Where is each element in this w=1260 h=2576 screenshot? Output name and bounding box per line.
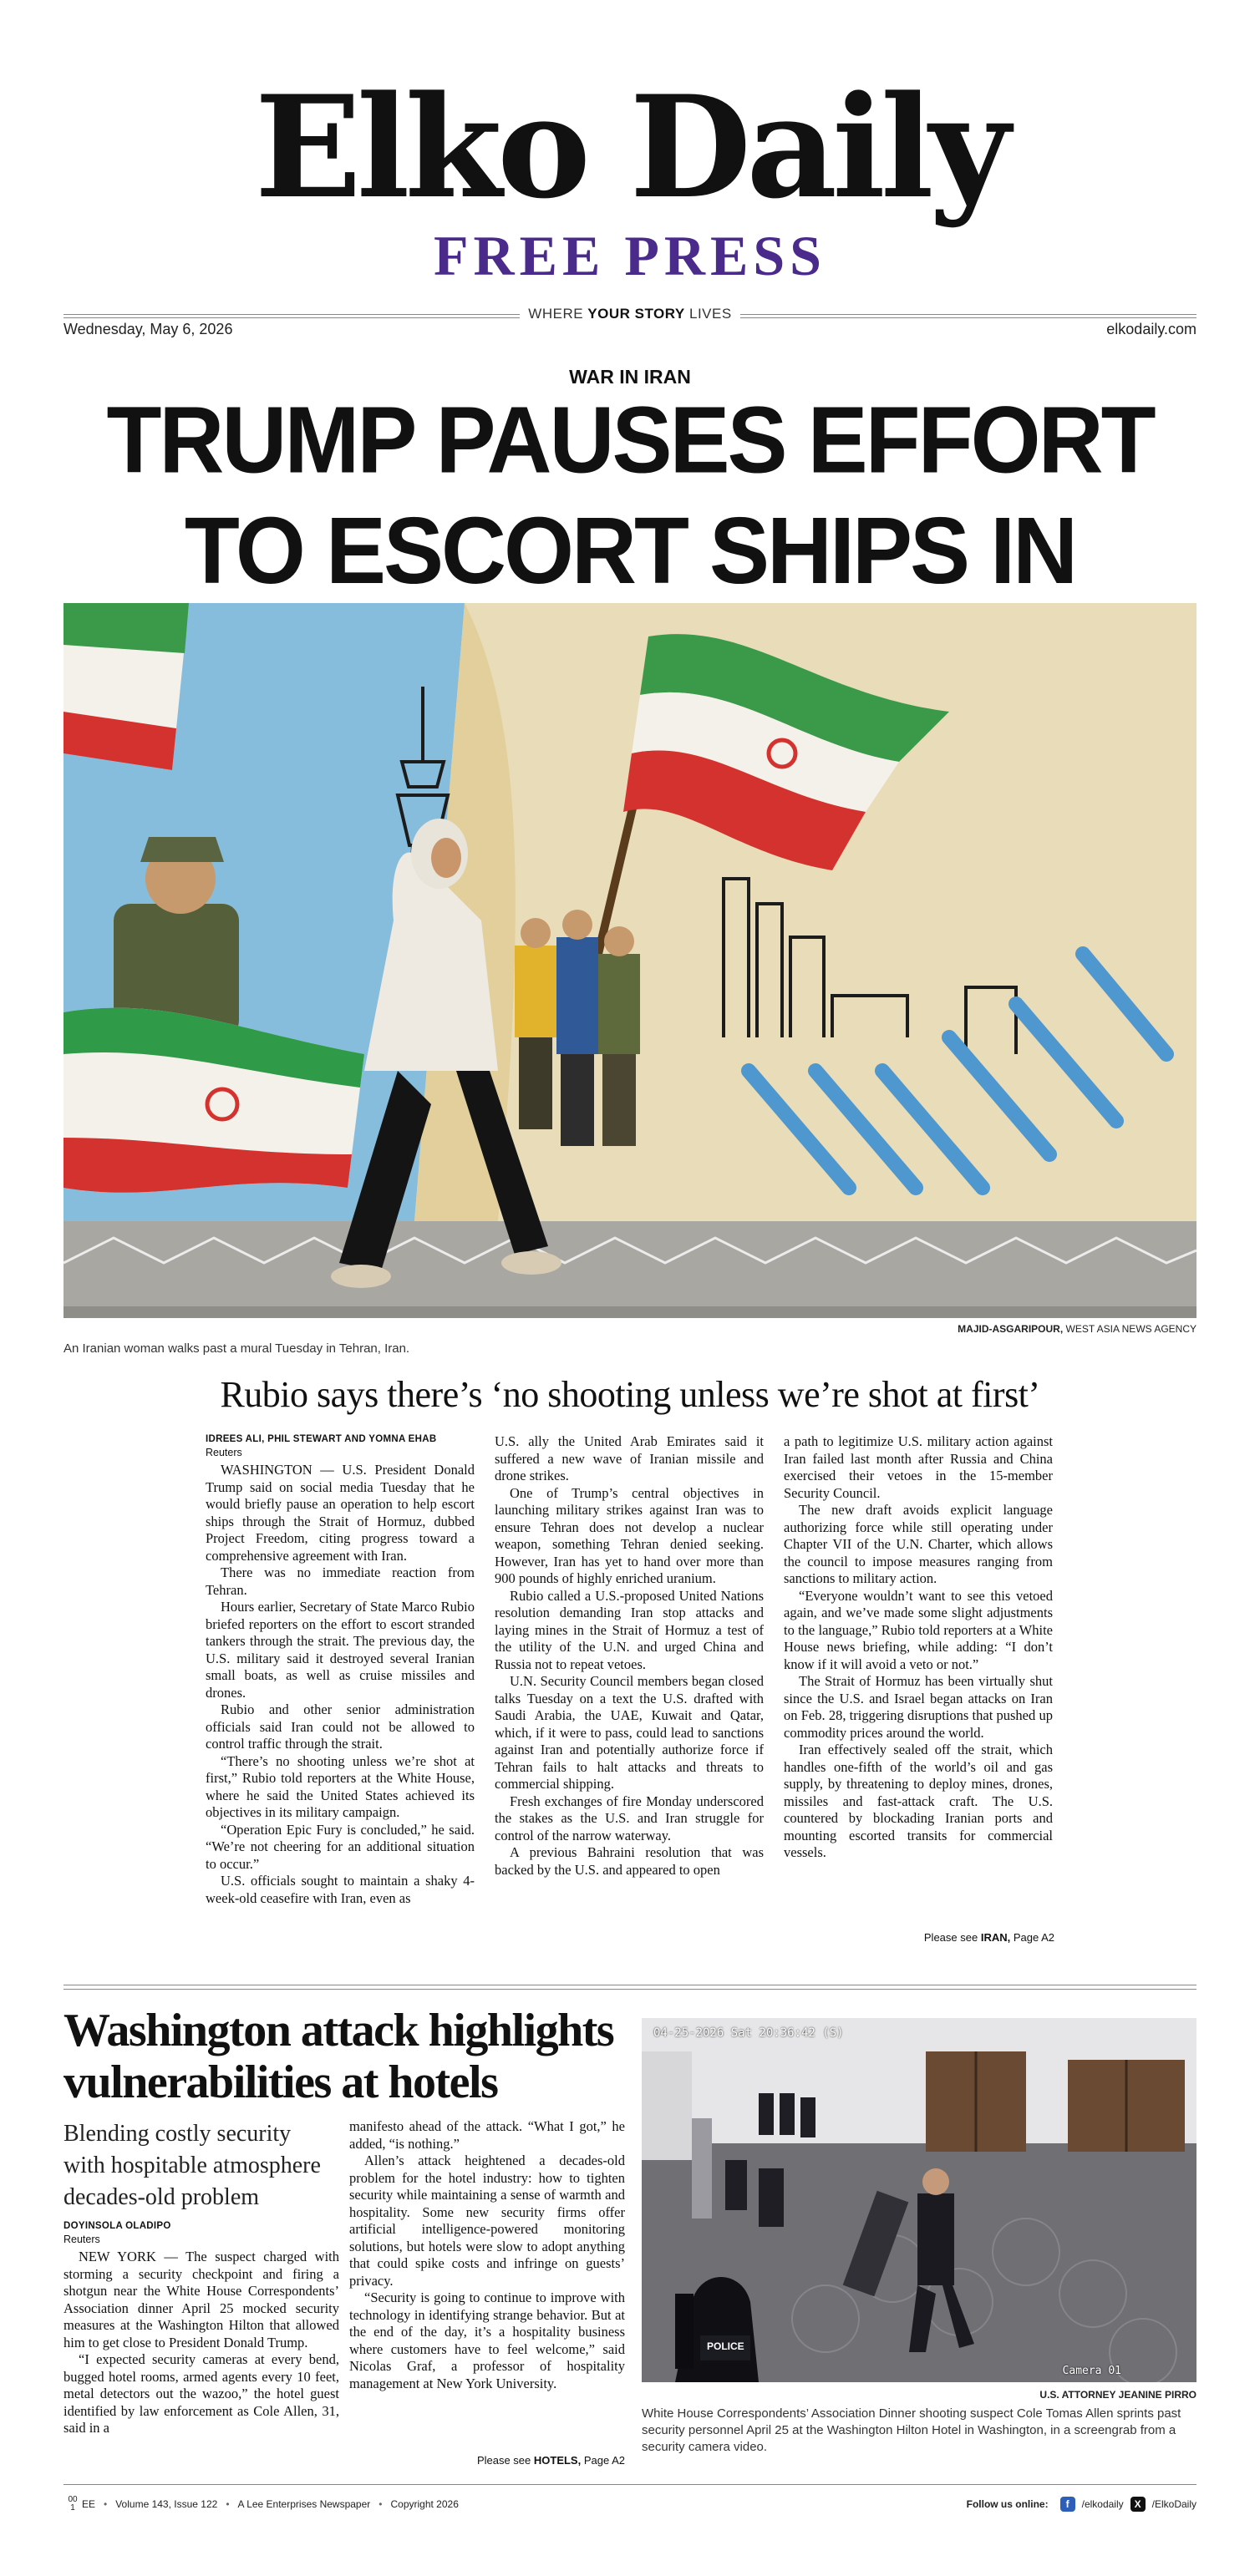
hotel-photo[interactable] [642,2018,1196,2382]
mural-illustration [64,603,1196,1318]
hotel-photo-credit: U.S. ATTORNEY JEANINE PIRRO [1039,2389,1196,2401]
rubio-headline[interactable]: Rubio says there’s ‘no shooting unless we’re shot at first’ [220,1374,1040,1415]
paragraph: U.S. ally the United Arab Emirates said it suffered a new wave of Iranian missile and drone strikes. [495,1433,764,1483]
jump-pre: Please see [476,2454,534,2467]
lead-photo[interactable] [64,603,1196,1318]
masthead-subtitle: FREE PRESS [434,224,826,287]
photo-credit-name: MAJID-ASGARIPOUR, [958,1323,1064,1335]
police-vest-label: POLICE [707,2340,744,2352]
hotel-headline[interactable]: Washington attack highlights vulnerabilities at hotels [64,2005,614,2108]
hotel-byline-block [64,2220,339,2249]
rubio-jump-link[interactable] [924,1931,1054,1944]
paragraph: “Security is going to continue to improve with technology in identifying strange behavior. But at the end of the day, it’s a hospitality business where customers have to feel welcome,” said Nicolas Graf, a professor of hospitality management at New York University. [349,2289,625,2391]
paragraph: “I expected security cameras at every bend, bugged hotel rooms, armed agents every 10 feet, metal detectors out the wazoo,” the hotel guest identified by law enforcement as Cole Allen, 31, said in a [64,2351,339,2436]
lead-photo-credit [958,1323,1196,1335]
hotel-jump-link[interactable] [349,2454,625,2467]
footer [64,2496,1196,2513]
rubio-column-1 [206,1433,475,1907]
tagline-bold: YOUR STORY [587,306,685,322]
paragraph: U.N. Security Council members began closed talks Tuesday on a text the U.S. drafted with Saudi Arabia, the UAE, Kuwait and Qatar, which, if it were to pass, could lead to sanctions against Iran and potentially authorize force if Tehran fails to halt attacks and threats to commercial shipping. [495,1673,764,1792]
paragraph: Rubio and other senior administration officials said Iran could not be allowed to control traffic through the strait. [206,1701,475,1752]
jump-page: Page A2 [581,2454,625,2467]
x-icon[interactable]: X [1130,2497,1146,2512]
paragraph: U.S. officials sought to maintain a shaky 4-week-old ceasefire with Iran, even as [206,1873,475,1906]
paragraph: There was no immediate reaction from Tehran. [206,1564,475,1598]
paragraph: “There’s no shooting unless we’re shot at first,” Rubio told reporters at the White House, where he said the United States achieved its objectives in its military campaign. [206,1752,475,1820]
camera-label: Camera 01 [1062,2365,1121,2377]
paragraph: The Strait of Hormuz has been virtually shut since the U.S. and Israel began attacks on Iran on Feb. 28, triggering disruptions that pushed up commodity prices around the world. [784,1673,1053,1741]
lead-kicker: WAR IN IRAN [569,366,691,388]
tagline-post: LIVES [684,306,732,322]
hotel-photo-caption: White House Correspondents’ Association Dinner shooting suspect Cole Tomas Allen sprints past security personnel April 25 at the Washington Hilton Hotel in Washington, in a screengrab from a security camera video. [642,2406,1181,2454]
copyright: Copyright 2026 [390,2498,459,2510]
paragraph: Fresh exchanges of fire Monday underscored the stakes as the U.S. and Iran struggle for control of the narrow waterway. [495,1793,764,1843]
hotel-column-2 [349,2118,625,2392]
lead-photo-caption: An Iranian woman walks past a mural Tuesday in Tehran, Iran. [64,1341,410,1356]
paragraph: Hours earlier, Secretary of State Marco Rubio briefed reporters on the effort to escort stranded tankers through the strait. The previous day, the U.S. military said it destroyed several Iranian small boats, as well as cruise missiles and drones. [206,1599,475,1701]
website-link[interactable]: elkodaily.com [1106,321,1196,337]
follow-label: Follow us online: [966,2498,1049,2510]
jump-section: HOTELS, [533,2454,582,2467]
paragraph: NEW YORK — The suspect charged with storming a security checkpoint and firing a shotgun near the White House Correspondents’ Association dinner April 25 mocked security measures at the Washington Hilton that allowed him to get close to President Donald Trump. [64,2249,339,2350]
edition-code: EE [82,2498,96,2510]
jump-section: IRAN, [980,1931,1011,1944]
rubio-byline: IDREES ALI, PHIL STEWART AND YOMNA EHAB [206,1434,437,1444]
issue-date: Wednesday, May 6, 2026 [64,321,233,337]
paragraph: One of Trump’s central objectives in launching military strikes against Iran was to ensure Tehran does not develop a nuclear weapon, something Tehran denied seeking. However, Iran has yet to hand over more than 900 pounds of highly enriched uranium. [495,1484,764,1586]
x-handle[interactable]: /ElkoDaily [1151,2498,1196,2510]
facebook-handle[interactable]: /elkodaily [1081,2498,1124,2510]
footer-separator: • [379,2498,383,2510]
edition-bottom: 1 [70,2503,75,2513]
paragraph: The new draft avoids explicit language authorizing force while still operating under Chapter VII of the U.N. Charter, which allows the council to impose measures ranging from sanctions to military action. [784,1502,1053,1586]
hotel-column-1 [64,2249,339,2437]
photo-credit-agency: WEST ASIA NEWS AGENCY [1063,1323,1196,1335]
paragraph: Iran effectively sealed off the strait, which handles one-fifth of the world’s oil and gas supply, by threatening to deploy mines, drones, missiles and fast-attack craft. The U.S. countered by blockading Iranian ports and mounting escorted transits for commercial vessels. [784,1742,1053,1860]
rubio-columns [206,1433,1054,1907]
footer-separator: • [226,2498,230,2510]
camera-timestamp: 04-25-2026 Sat 20:36:42 (S) [653,2026,844,2040]
paragraph: Rubio called a U.S.-proposed United Nations resolution demanding Iran stop attacks and laying mines in the Strait of Hormuz a test of the utility of the U.N. and urged China and Russia not to repeat vetoes. [495,1587,764,1672]
hotel-deck: Blending costly security with hospitable atmosphere decades-old problem [64,2121,321,2210]
rubio-agency: Reuters [206,1447,242,1458]
jump-pre: Please see [923,1931,981,1944]
publisher: A Lee Enterprises Newspaper [237,2498,371,2510]
social-links [967,2497,1196,2512]
rubio-column-3 [784,1433,1053,1907]
paragraph: a path to legitimize U.S. military action against Iran failed last month after Russia and China exercised their vetoes in the 15-member Security Council. [784,1433,1053,1501]
facebook-icon[interactable]: f [1060,2497,1075,2512]
paragraph: manifesto ahead of the attack. “What I got,” he added, “is nothing.” [349,2118,625,2152]
edition-marker [64,2496,82,2513]
paragraph: A previous Bahraini resolution that was backed by the U.S. and appeared to open [495,1844,764,1878]
footer-separator: • [104,2498,108,2510]
tagline-pre: WHERE [528,306,588,322]
volume-issue: Volume 143, Issue 122 [115,2498,218,2510]
security-camera-frame [642,2018,1196,2382]
hotel-agency: Reuters [64,2234,100,2245]
jump-page: Page A2 [1010,1931,1054,1944]
paragraph: WASHINGTON — U.S. President Donald Trump said on social media Tuesday that he would briefly pause an operation to help escort ships through the Strait of Hormuz, dubbed Project Freedom, citing progress toward a comprehensive agreement with Iran. [206,1462,475,1564]
paragraph: “Everyone wouldn’t want to see this vetoed again, and we’ve made some slight adjustments to the language,” Rubio told reporters at a White House news briefing, while adding: “I don’t know if it will avoid a veto or not.” [784,1587,1053,1672]
paragraph: Allen’s attack heightened a decades-old problem for the hotel industry: how to tighten security while maintaining a sense of warmth and hospitality. Some new security firms offer artificial intelligence-powered monitoring solutions, but hotels were slow to adopt anything that could spike costs and infringe on guests’ privacy. [349,2153,625,2289]
lead-headline[interactable]: TRUMP PAUSES EFFORT TO ESCORT SHIPS IN [106,386,1154,603]
edition-top: 00 [68,2495,78,2504]
paragraph: “Operation Epic Fury is concluded,” he said. “We’re not cheering for an additional situation to occur.” [206,1821,475,1872]
masthead-title: Elko Daily [254,64,1006,230]
rubio-column-2 [495,1433,764,1907]
masthead-tagline [0,306,1260,322]
footer-rule [64,2484,1196,2485]
section-divider [64,1985,1196,1990]
hotel-byline: DOYINSOLA OLADIPO [64,2221,171,2231]
